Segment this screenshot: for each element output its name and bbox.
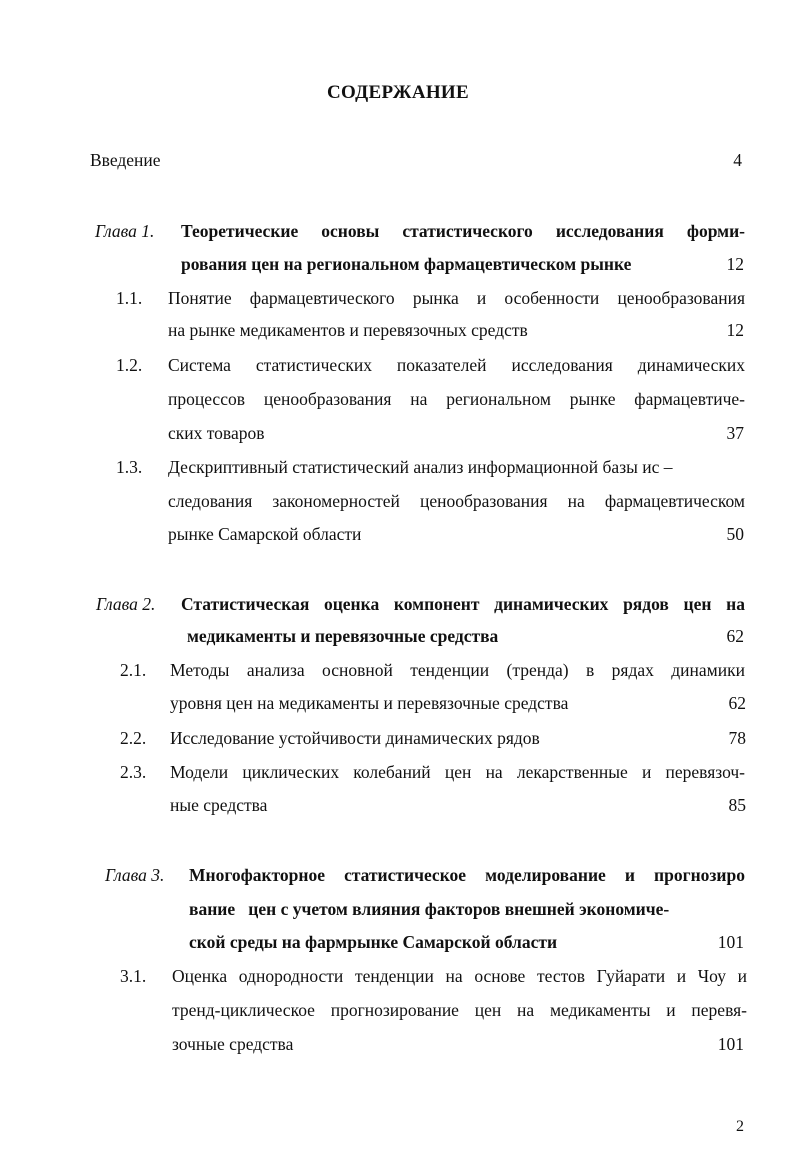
section-number: 1.3. (116, 457, 143, 477)
section-title-line: Модели циклических колебаний цен на лекарственные и перевязоч- (170, 762, 745, 782)
section-number: 1.2. (116, 355, 143, 375)
section-number: 1.1. (116, 288, 143, 308)
intro-page: 4 (733, 150, 742, 170)
page-number: 2 (736, 1118, 744, 1135)
chapter-2-title-line: Статистическая оценка компонент динамических рядов цен на (181, 594, 745, 614)
section-title-line: рынке Самарской области (168, 524, 362, 544)
section-page: 37 (726, 423, 744, 443)
page-title: СОДЕРЖАНИЕ (327, 82, 469, 103)
section-number: 2.1. (120, 660, 147, 680)
chapter-1-label: Глава 1. (95, 221, 155, 241)
section-title-line: Дескриптивный статистический анализ информационной базы ис – (168, 457, 673, 477)
chapter-3-title-line: вание цен с учетом влияния факторов внешней экономиче- (189, 899, 670, 919)
section-title-line: на рынке медикаментов и перевязочных средств (168, 320, 528, 340)
section-title-line: ских товаров (168, 423, 265, 443)
section-title-line: тренд-циклическое прогнозирование цен на медикаменты и перевя- (172, 1000, 747, 1020)
chapter-3-page: 101 (717, 932, 744, 952)
chapter-1-page: 12 (726, 254, 744, 274)
section-title-line: уровня цен на медикаменты и перевязочные средства (170, 693, 569, 713)
section-page: 85 (728, 795, 746, 815)
chapter-1-title-line: Теоретические основы статистического исследования форми- (181, 221, 745, 241)
section-title-line: процессов ценообразования на региональном рынке фармацевтиче- (168, 389, 745, 409)
section-title-line: ные средства (170, 795, 268, 815)
chapter-2-title-line: медикаменты и перевязочные средства (187, 626, 499, 646)
section-title-line: Исследование устойчивости динамических рядов (170, 728, 540, 748)
section-title-line: Методы анализа основной тенденции (тренда) в рядах динамики (170, 660, 745, 680)
section-number: 2.3. (120, 762, 147, 782)
section-title-line: зочные средства (172, 1034, 294, 1054)
section-page: 50 (726, 524, 744, 544)
section-page: 101 (717, 1034, 744, 1054)
section-number: 2.2. (120, 728, 147, 748)
section-number: 3.1. (120, 966, 147, 986)
intro-label: Введение (90, 150, 161, 170)
chapter-3-title-line: Многофакторное статистическое моделирование и прогнозиро (189, 865, 745, 885)
section-page: 78 (728, 728, 746, 748)
chapter-1-title-line: рования цен на региональном фармацевтическом рынке (181, 254, 632, 274)
section-page: 12 (726, 320, 744, 340)
chapter-3-title-line: ской среды на фармрынке Самарской области (189, 932, 558, 952)
section-title-line: Понятие фармацевтического рынка и особенности ценообразования (168, 288, 745, 308)
section-page: 62 (728, 693, 746, 713)
section-title-line: следования закономерностей ценообразования на фармацевтическом (168, 491, 745, 511)
chapter-2-page: 62 (726, 626, 744, 646)
section-title-line: Система статистических показателей исследования динамических (168, 355, 745, 375)
chapter-2-label: Глава 2. (96, 594, 156, 614)
chapter-3-label: Глава 3. (105, 865, 165, 885)
section-title-line: Оценка однородности тенденции на основе тестов Гуйарати и Чоу и (172, 966, 747, 986)
